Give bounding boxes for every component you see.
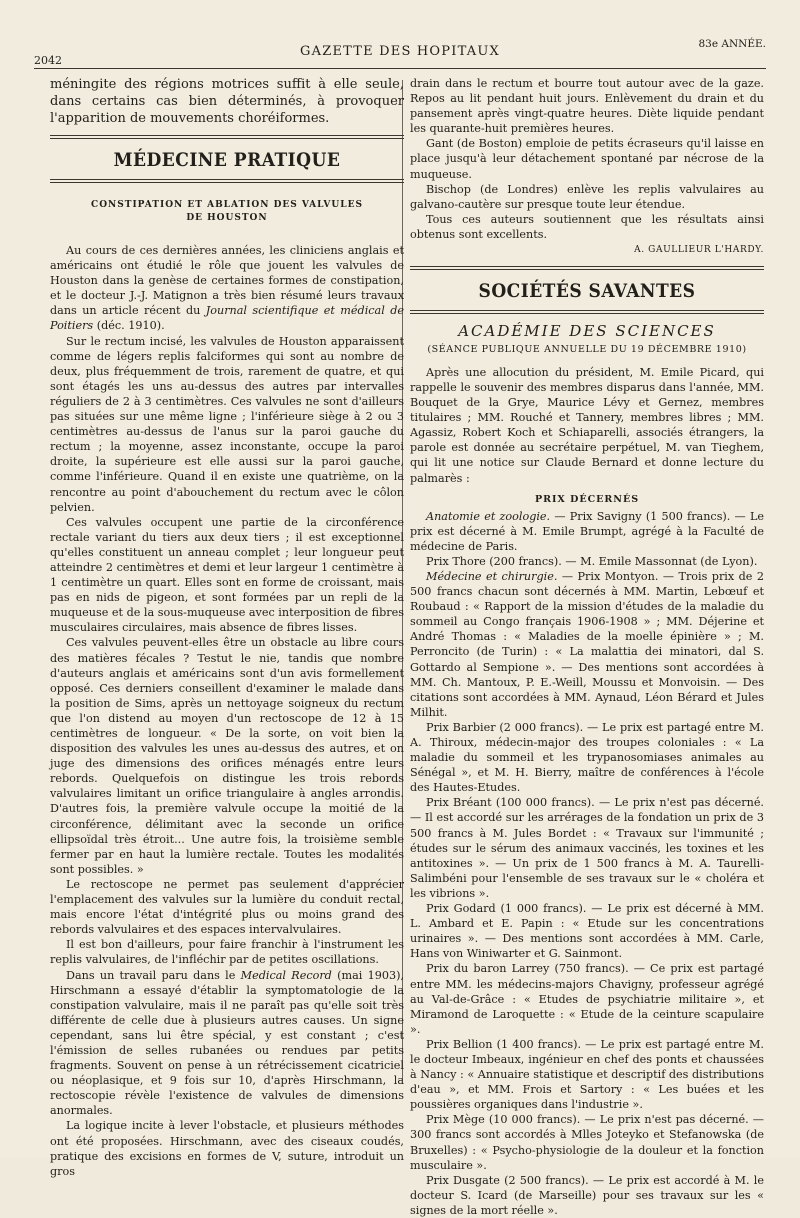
prize-dusgate: Prix Dusgate (2 500 francs). — Le prix est accordé à M. le docteur S. Icard (de Marseille) pour ses travaux sur les « signes de la mort réelle ». bbox=[410, 1173, 764, 1217]
text: (déc. 1910). bbox=[93, 319, 165, 333]
paragraph: Le rectoscope ne permet pas seulement d'apprécier l'emplacement des valvules sur la lumière du conduit rectal, mais encore l'état d'intégrité plus ou moins grand des rebords valvulaires et des espaces intervalvulaires. bbox=[50, 877, 404, 937]
category-label: Anatomie et zoologie. bbox=[426, 509, 551, 523]
paragraph: Gant (de Boston) emploie de petits écraseurs qu'il laisse en place jusqu'à leur détachement spontané par nécrose de la muqueuse. bbox=[410, 137, 764, 181]
article-title-line: CONSTIPATION ET ABLATION DES VALVULES bbox=[91, 200, 363, 210]
text: Au cours de ces dernières années, les cliniciens anglais et américains ont étudié le rôle que jouent les valvules de Houston dans la genèse de certaines formes de constipation, et le docteur J.-J. Matignon a très bien résumé leurs travaux dans un article récent du bbox=[50, 244, 404, 318]
category-label: Médecine et chirurgie. bbox=[426, 569, 558, 583]
paragraph: Ces valvules peuvent-elles être un obstacle au libre cours des matières fécales ? Testut le nie, tandis que nombre d'auteurs anglais et américains sont d'un avis formellement opposé. Ces derniers conseillent d'examiner le malade dans la position de Sims, après un nettoyage soigneux du rectum que l'on distend au moyen d'un rectoscope de 12 à 15 centimètres de longueur. « De la sorte, on voit bien la disposition des valvules les unes au-dessus des autres, et on juge des dimensions des orifices ménagés entre leurs rebords. Quelquefois on distingue les trois rebords valvulaires limitant un orifice triangulaire à angles arrondis. D'autres fois, la première valvule occupe la moitié de la circonférence, délimitant avec la seconde un orifice ellipsoïdal très étroit... Une autre fois, la troisième semble fermer par en haut la lumière rectale. Toutes les modalités sont possibles. » bbox=[50, 636, 404, 876]
volume-year: 83e ANNÉE. bbox=[698, 38, 766, 50]
paragraph: Ces valvules occupent une partie de la circonférence rectale variant du tiers aux deux tiers ; il est exceptionnel qu'elles constituent un anneau complet ; leur longueur peut atteindre 2 centimètres et demi et leur largeur 1 centimètre à 1 centimètre un quart. Elles sont en forme de croissant, mais pas en nids de pigeon, et sont formées par un repli de la muqueuse et de la sous-muqueuse avec interposition de fibres musculaires circulaires, mais absence de fibres lisses. bbox=[50, 515, 405, 635]
prize-montyon bbox=[410, 569, 764, 720]
paragraph: Bischop (de Londres) enlève les replis valvulaires au galvano-cautère sur presque toute leur étendue. bbox=[410, 182, 764, 211]
prize-larrey: Prix du baron Larrey (750 francs). — Ce prix est partagé entre MM. les médecins-majors Chavigny, professeur agrégé au Val-de-Grâce : « Etudes de psychiatrie militaire », et Miramond de Laroquette : « Etude de la ceinture scapulaire ». bbox=[410, 962, 764, 1036]
paragraph: Après une allocution du président, M. Emile Picard, qui rappelle le souvenir des membres disparus dans l'année, MM. Bouquet de la Grye, Maurice Lévy et Gernez, membres titulaires ; MM. Rouché et Tannery, membres libres ; MM. Agassiz, Robert Koch et Schiaparelli, associés étrangers, la parole est donnée au secrétaire perpétuel, M. van Tieghem, qui lit une notice sur Claude Bernard et donne lecture du palmarès : bbox=[410, 365, 764, 485]
page-number: 2042 bbox=[34, 54, 62, 67]
section-rule bbox=[410, 266, 764, 270]
prize-breant: Prix Bréant (100 000 francs). — Le prix n'est pas décerné. — Il est accordé sur les arrérages de la fondation un prix de 3 500 francs à M. Jules Bordet : « Travaux sur l'immunité ; études sur le sérum des animaux vaccinés, les toxines et les antitoxines ». — Un prix de 1 500 francs à M. A. Taurelli-Salimbéni pour l'ensemble de ses travaux sur le « choléra et les vibrions ». bbox=[410, 796, 764, 900]
prize-bellion: Prix Bellion (1 400 francs). — Le prix est partagé entre M. le docteur Imbeaux, ingénieur en chef des ponts et chaussées à Nancy : « Annuaire statistique et descriptif des distributions d'eau », et MM. Frois et Sartory : « Les buées et les poussières organiques dans l'industrie ». bbox=[410, 1037, 764, 1112]
article-title bbox=[50, 199, 404, 225]
journal-ref: Medical Record bbox=[240, 968, 332, 982]
section-title-societes: SOCIÉTÉS SAVANTES bbox=[478, 279, 696, 302]
section-rule bbox=[50, 179, 404, 183]
paragraph bbox=[50, 243, 404, 334]
author-signature: A. GAULLIEUR L'HARDY. bbox=[634, 244, 764, 255]
text: — Prix Montyon. — Trois prix de 2 500 francs chacun sont décernés à MM. Martin, Lebœuf et Roubaud : « Rapport de la mission d'études de la maladie du sommeil au Congo français 1906-1908 » ; MM. Déjerine et André Thomas : « Maladies de la moelle épinière » ; M. Perroncito (de Turin) : « La malattia dei minatori, dal S. Gottardo al Sempione ». — Des mentions sont accordées à MM. Ch. Mantoux, P. E.-Weill, Moussu et Monvoisin. — Des citations sont accordées à MM. Aynaud, Léon Bérard et Jules Milhit. bbox=[410, 569, 764, 719]
left-column bbox=[50, 76, 404, 1179]
signature-block bbox=[410, 212, 764, 258]
prize-thore: Prix Thore (200 francs). — M. Emile Massonnat (de Lyon). bbox=[426, 554, 758, 568]
journal-ref: Journal scientifique et médical de Poitiers bbox=[50, 304, 404, 333]
right-column bbox=[410, 76, 764, 1218]
text: Dans un travail paru dans le bbox=[66, 968, 241, 982]
academy-title: ACADÉMIE DES SCIENCES bbox=[458, 321, 716, 340]
paragraph: Il est bon d'ailleurs, pour faire franchir à l'instrument les replis valvulaires, de l'infléchir par de petites oscillations. bbox=[50, 938, 404, 967]
prize-mege: Prix Mège (10 000 francs). — Le prix n'est pas décerné. — 300 francs sont accordés à Mlles Joteyko et Stefanowska (de Bruxelles) : « Psycho-physiologie de la douleur et la fonction musculaire ». bbox=[410, 1113, 764, 1172]
section-rule bbox=[50, 135, 404, 139]
text: — Prix Savigny (1 500 francs). — Le prix est décerné à M. Emile Brumpt, agrégé à la Faculté de médecine de Paris. bbox=[410, 509, 764, 553]
prize-godard: Prix Godard (1 000 francs). — Le prix est décerné à MM. L. Ambard et E. Papin : « Etude sur les concentrations urinaires ». — Des mentions sont accordées à MM. Carle, Hans von Winiwarter et G. Sainmont. bbox=[410, 902, 764, 961]
prizes-heading: PRIX DÉCERNÉS bbox=[534, 493, 640, 505]
paragraph bbox=[50, 968, 404, 1119]
prize-savigny bbox=[410, 509, 764, 554]
journal-title: GAZETTE DES HOPITAUX bbox=[300, 44, 500, 59]
lead-paragraph: méningite des régions motrices suffit à elle seule, dans certains cas bien déterminés, à provoquer l'apparition de mouvements choréiformes. bbox=[50, 77, 404, 126]
section-rule bbox=[410, 310, 764, 314]
paragraph: Tous ces auteurs soutiennent que les résultats ainsi obtenus sont excellents. bbox=[410, 212, 764, 241]
text: (mai 1903), Hirschmann a essayé d'établir la symptomatologie de la constipation valvulaire, mais il ne paraît pas qu'elle soit très différente de celle due à plusieurs autres causes. Un signe cependant, sans lui être spécial, y est constant ; c'est l'émission de selles rubanées ou rendues par petits fragments. Souvent on pense à un rétrécissement cicatriciel ou néoplasique, et 9 fois sur 10, d'après Hirschmann, la rectoscopie révèle l'existence de valvules de dimensions anormales. bbox=[50, 968, 405, 1118]
article-title-line: DE HOUSTON bbox=[186, 213, 268, 223]
page-header bbox=[34, 34, 766, 67]
section-title-medecine: MÉDECINE PRATIQUE bbox=[113, 149, 341, 171]
prize-barbier: Prix Barbier (2 000 francs). — Le prix est partagé entre M. A. Thiroux, médecin-major des troupes coloniales : « La maladie du sommeil et les trypanosomiases animales au Sénégal », et M. H. Bierry, maître de conférences à l'école des Hautes-Etudes. bbox=[410, 720, 764, 795]
paragraph: drain dans le rectum et bourre tout autour avec de la gaze. Repos au lit pendant huit jours. Enlèvement du drain et du pansement après vingt-quatre heures. Diète liquide pendant les quarante-huit premières heures. bbox=[410, 77, 764, 136]
paragraph: La logique incite à lever l'obstacle, et plusieurs méthodes ont été proposées. Hirschmann, avec des ciseaux coudés, pratique des excisions en formes de V, suture, introduit un gros bbox=[50, 1119, 404, 1178]
paragraph: Sur le rectum incisé, les valvules de Houston apparaissent comme de légers replis falciformes qui sont au nombre de deux, plus fréquemment de trois, rarement de quatre, et qui sont étagés les uns au-dessus des autres par intervalles réguliers de 2 à 3 centimètres. Ces valvules ne sont d'ailleurs pas situées sur une même ligne ; l'inférieure siège à 2 ou 3 centimètres au-dessus de l'anus sur la paroi gauche du rectum ; la moyenne, assez inconstante, occupe la paroi droite, la supérieure est elle aussi sur la paroi gauche, comme l'inférieure. Quand il en existe une quatrième, on la rencontre au point d'abouchement du rectum avec le côlon pelvien. bbox=[50, 334, 404, 514]
session-line: (SÉANCE PUBLIQUE ANNUELLE DU 19 DÉCEMBRE 1910) bbox=[427, 343, 747, 355]
header-rule bbox=[34, 68, 766, 69]
